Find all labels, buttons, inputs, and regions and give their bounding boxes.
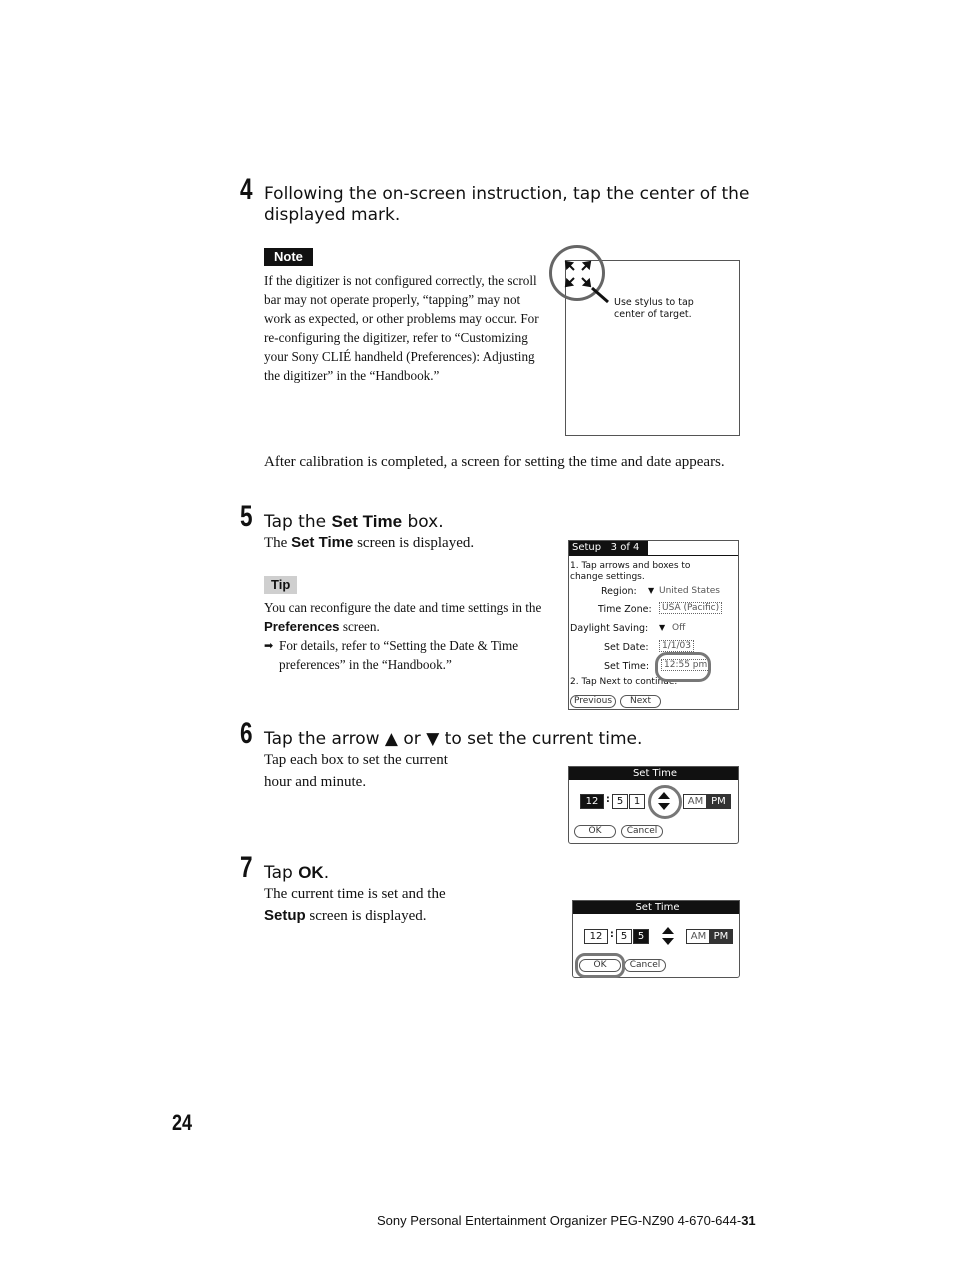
step-5-subtext	[264, 532, 474, 554]
minute-tens-box-7[interactable]: 5	[616, 929, 632, 944]
tip-line-2-post: screen.	[339, 619, 380, 634]
step-5-heading-bold: Set Time	[331, 512, 403, 531]
time-colon-7: :	[610, 929, 614, 940]
step-7-heading-bold: OK	[298, 863, 324, 882]
step-7-sub-line-2-post: screen is displayed.	[305, 908, 427, 924]
time-colon: :	[606, 794, 610, 805]
set-date-field[interactable]: 1/1/03	[659, 640, 694, 652]
step-7-heading-post: .	[323, 863, 330, 883]
step-5-sub-bold: Set Time	[291, 534, 354, 551]
after-calibration-text: After calibration is completed, a screen for setting the time and date appears.	[264, 454, 725, 470]
cancel-button-7[interactable]: Cancel	[624, 959, 666, 972]
arrow-highlight-circle	[648, 785, 682, 819]
tip-label: Tip	[264, 576, 297, 594]
tip-bold: Preferences	[264, 619, 340, 634]
pm-button-7[interactable]: PM	[709, 929, 733, 944]
set-time-title-bar: Set Time	[569, 767, 738, 780]
region-label: Region:	[601, 586, 637, 597]
arrow-right-icon: ➡	[264, 639, 274, 652]
step-number-5: 5	[240, 500, 253, 533]
pm-button[interactable]: PM	[706, 794, 731, 809]
cancel-button[interactable]: Cancel	[621, 825, 663, 838]
set-time-highlight-circle	[655, 652, 711, 682]
setup-title	[569, 541, 648, 555]
step-7-sub-line-1: The current time is set and the	[264, 886, 446, 902]
step-7-subtext	[264, 883, 484, 927]
page-number: 24	[172, 1110, 193, 1135]
calibration-line-1: Use stylus to tap	[614, 297, 694, 308]
step-7-sub-line-2	[264, 905, 484, 927]
setup-screen	[568, 540, 739, 710]
region-value[interactable]: United States	[659, 586, 720, 596]
am-button-7[interactable]: AM	[686, 929, 711, 944]
hour-box[interactable]: 12	[580, 794, 604, 809]
step-7-heading	[264, 862, 329, 884]
step-5-sub-post: screen is displayed.	[353, 535, 475, 551]
step-6-heading: Tap the arrow ▲ or ▼ to set the current time.	[264, 729, 643, 749]
step-5-heading-pre: Tap the	[264, 512, 332, 532]
step-number-4: 4	[240, 173, 253, 206]
step-5-sub-pre: The	[264, 535, 292, 551]
step-7-heading-pre: Tap	[264, 863, 299, 883]
step-number-6: 6	[240, 717, 253, 750]
footer-bold: 31	[741, 1213, 756, 1228]
daylight-saving-dropdown-icon[interactable]: ▼	[659, 623, 666, 632]
tip-text	[264, 598, 564, 636]
footer-text	[377, 1213, 756, 1228]
target-mark-icon	[562, 258, 614, 308]
daylight-saving-label: Daylight Saving:	[570, 623, 649, 634]
calibration-instruction	[614, 297, 694, 321]
set-time-field[interactable]: 12:55 pm	[661, 659, 710, 671]
note-label: Note	[264, 248, 313, 266]
am-button[interactable]: AM	[683, 794, 708, 809]
setup-title-text: Setup	[572, 542, 602, 553]
step-4-heading: Following the on-screen instruction, tap the center of the displayed mark.	[264, 184, 750, 225]
tip-line-1: You can reconfigure the date and time settings in the	[264, 600, 542, 615]
hour-box-7[interactable]: 12	[584, 929, 608, 944]
next-button[interactable]: Next	[620, 695, 661, 708]
minute-tens-box[interactable]: 5	[612, 794, 628, 809]
step-7-sub-bold: Setup	[264, 907, 306, 924]
daylight-saving-value[interactable]: Off	[672, 623, 686, 633]
ok-button[interactable]: OK	[574, 825, 616, 838]
ok-button-7[interactable]: OK	[579, 959, 621, 972]
setup-instruction-1: 1. Tap arrows and boxes to change settings.	[570, 561, 691, 582]
note-text: If the digitizer is not configured correctly, the scroll bar may not operate properly, “tapping” may not work as expected, or other problems may occur. For re-configuring the digitizer, refer to “Customizing your Sony CLIÉ handheld (Preferences): Adjusting the digitizer” in the “Handbook.”	[264, 273, 539, 383]
step-5-heading-post: box.	[402, 512, 444, 532]
tip-reference	[264, 636, 546, 674]
set-date-label: Set Date:	[604, 642, 649, 653]
region-dropdown-icon[interactable]: ▼	[648, 586, 655, 595]
set-time-title-bar-7: Set Time	[573, 901, 739, 914]
time-zone-label: Time Zone:	[598, 604, 652, 615]
tip-reference-text: For details, refer to “Setting the Date & Time preferences” in the “Handbook.”	[279, 638, 519, 672]
set-time-label: Set Time:	[604, 661, 650, 672]
setup-instruction-2: 2. Tap Next to continue.	[570, 677, 678, 687]
step-6-subtext: Tap each box to set the current hour and minute.	[264, 752, 448, 790]
footer-main: Sony Personal Entertainment Organizer PEG-NZ90 4-670-644-	[377, 1213, 742, 1228]
tip-line-2	[264, 617, 564, 636]
previous-button[interactable]: Previous	[570, 695, 616, 708]
time-zone-field[interactable]: USA (Pacific)	[659, 602, 722, 614]
setup-page-indicator: 3 of 4	[610, 542, 640, 553]
step-5-heading	[264, 511, 444, 533]
up-down-arrows-icon-7[interactable]	[661, 926, 675, 946]
minute-ones-box[interactable]: 1	[629, 794, 645, 809]
calibration-line-2: center of target.	[614, 309, 692, 320]
ok-highlight-circle	[575, 953, 625, 978]
step-number-7: 7	[240, 851, 253, 884]
minute-ones-box-7[interactable]: 5	[633, 929, 649, 944]
